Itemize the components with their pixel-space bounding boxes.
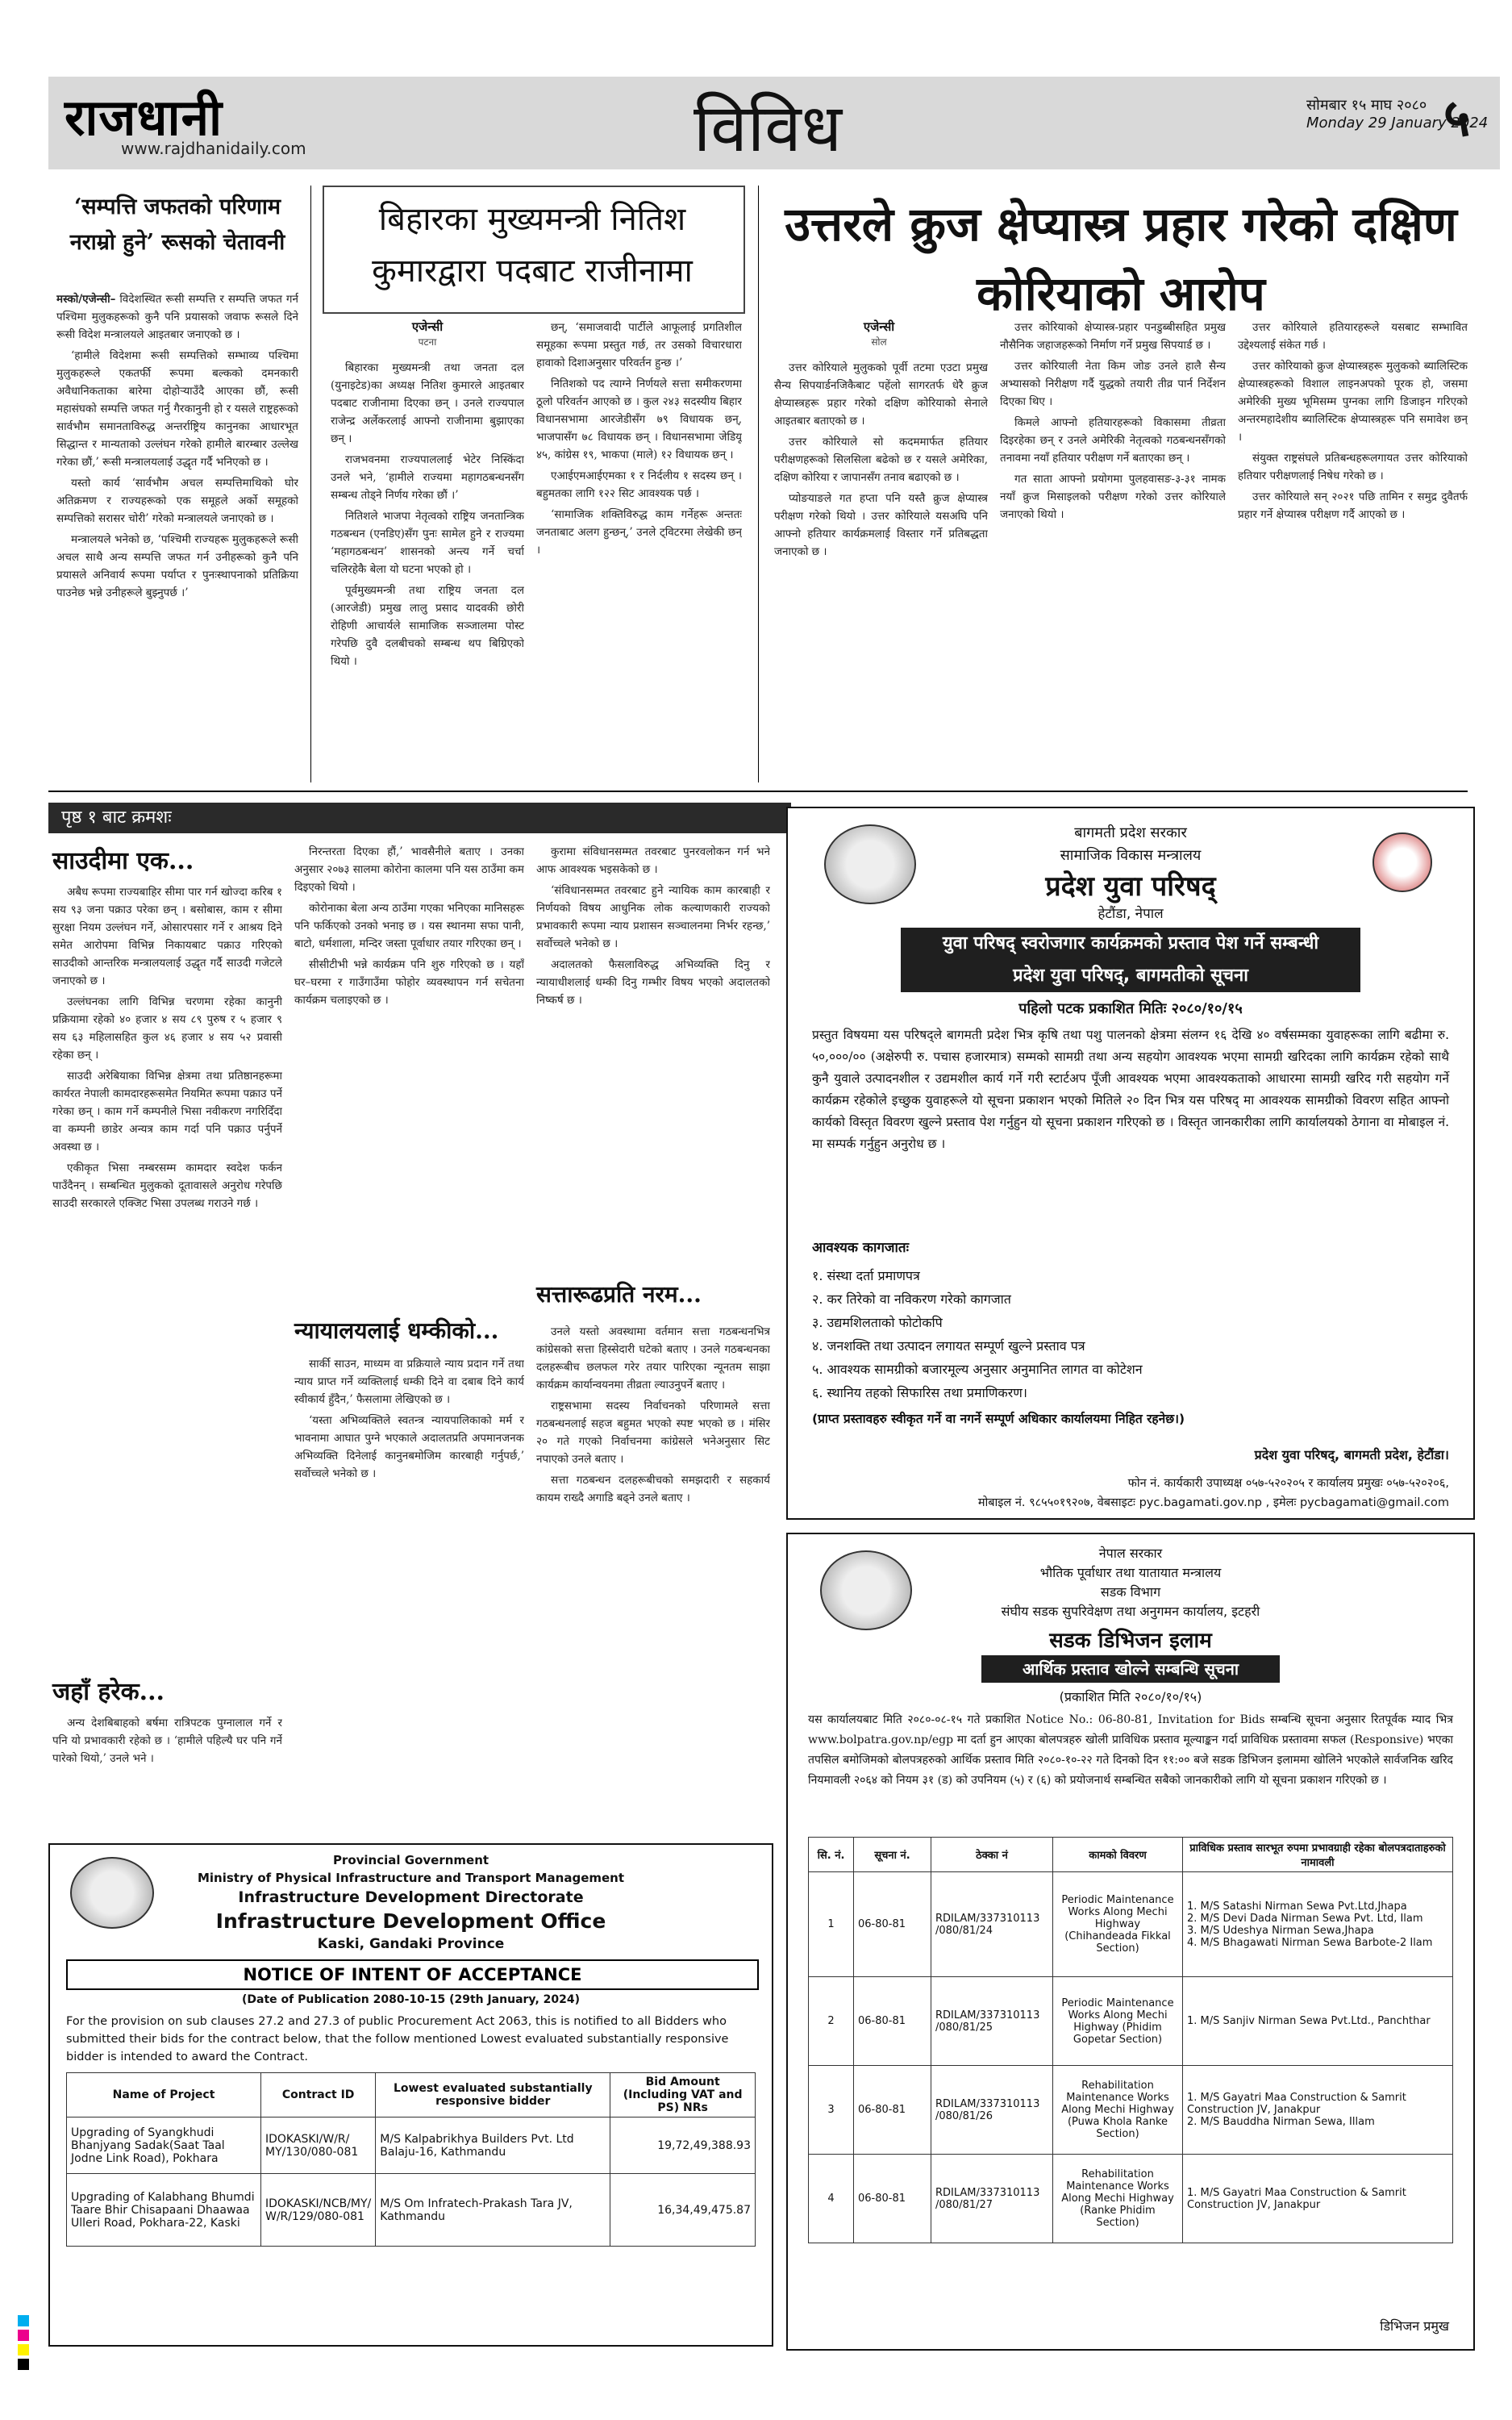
story2-byline: एजेन्सी xyxy=(411,319,444,334)
satta-body xyxy=(536,1323,770,1831)
nyaya-subhead[interactable]: न्यायालयलाई धम्कीको... xyxy=(294,1317,499,1344)
road-bidders-table xyxy=(808,1837,1453,2243)
youth-office-name: प्रदेश युवा परिषद् xyxy=(1045,870,1216,903)
story3-para: गत साता आफ्नो प्रयोगमा पुलहवासङ-३-३१ नामक नयाँ क्रुज मिसाइलको परीक्षण गरेको उत्तर कोरियाले जनाएको थियो । xyxy=(1000,473,1226,521)
cmyk-marks xyxy=(18,2315,29,2373)
desc-cell: Rehabilitation Maintenance Works Along Mechi Highway (Puwa Khola Ranke Section) xyxy=(1053,2066,1183,2155)
saudi-body xyxy=(52,883,282,1666)
bidder-cell: M/S Om Infratech-Prakash Tara JV, Kathmandu xyxy=(376,2174,610,2247)
youth-place: हेटौंडा, नेपाल xyxy=(1098,906,1164,922)
youth-title-line1: युवा परिषद् स्वरोजगार कार्यक्रमको प्रस्ताव पेश गर्ने सम्बन्धी xyxy=(942,933,1319,953)
road-department-line: सडक विभाग xyxy=(1100,1584,1161,1600)
mid-para: कोरोनाका बेला अन्य ठाउँमा गएका भनिएका मानिसहरू पनि फर्किएको उनको भनाइ छ । यस स्थानमा सफा पानी, बाटो, धर्मशाला, मन्दिर जस्ता पूर्वाधार तयार गरिएका छन् । xyxy=(294,902,524,950)
story2-para: नितिशले भाजपा नेतृत्वको राष्ट्रिय जनतान्त्रिक गठबन्धन (एनडिए)सँग पुनः सामेल हुने र राज्यमा ‘महागठबन्धन’ शासनको अन्त्य गर्ने चर्चा चलिरहेकै बेला यो घटना भएको हो । xyxy=(331,510,524,576)
road-body: यस कार्यालयबाट मिति २०८०-०८-१५ गते प्रकाशित Notice No.: 06-80-81, Invitation for Bids सम्बन्धि सूचना अनुसार रितपूर्वक म्याद भित्र www.bolpatra.gov.np/egp मा दर्ता हुन आएका बोलपत्रहरु खोली प्राविधिक प्रस्ताव मूल्याङ्कन गर्दा प्राविधिक प्रस्तावमा सफल (Responsive) भएका तपसिल बमोजिमको बोलपत्रहरुको आर्थिक प्रस्ताव मिति २०८०-१०-२२ गते दिनको दिन ११:०० बजे सडक डिभिजन इलाममा खोलिने भएकोले सार्वजनिक खरिद नियमावली २०६४ को नियम ३१ (ड) को उपनियम (५) र (६) को प्रयोजनार्थ सम्बन्धित सबैको जानकारीको लागि यो सूचना प्रकाशन गरिएको छ । xyxy=(808,1713,1453,1787)
table-row xyxy=(809,1977,1453,2066)
road-supervision-line: संघीय सडक सुपरिवेक्षण तथा अनुगमन कार्यालय, इटहरी xyxy=(1001,1604,1260,1619)
youth-doc-item: ५. आवश्यक सामग्रीको बजारमूल्य अनुसार अनुमानित लागत वा कोटेशन xyxy=(812,1362,1143,1377)
story2-col2 xyxy=(536,319,742,782)
desc-cell: Periodic Maintenance Works Along Mechi Highway (Chihandeada Fikkal Section) xyxy=(1053,1872,1183,1977)
story3-para: उत्तर कोरियाले हतियारहरूले यसबाट सम्भावित उद्देश्यलाई संकेत गर्छ । xyxy=(1238,321,1468,352)
youth-doc-item: ३. उद्यमशिलताको फोटोकपि xyxy=(812,1315,943,1330)
story3-byline-block xyxy=(774,319,984,348)
nyaya-para: ‘यस्ता अभिव्यक्तिले स्वतन्त्र न्यायपालिकाको मर्म र भावनामा आघात पुग्ने भएकाले अदालतप्रति अपमानजनक अभिव्यक्ति दिनेलाई कानुनबमोजिम कारबाही गर्नुपर्छ,’ सर्वोच्चले भनेको छ । xyxy=(294,1414,524,1480)
amount-cell: 16,34,49,475.87 xyxy=(610,2174,756,2247)
youth-gov-line: बागमती प्रदेश सरकार xyxy=(1074,824,1187,841)
table-header: प्राविधिक प्रस्ताव सारभूत रुपमा प्रभावग्राही रहेका बोलपत्रदाताहरुको नामावली xyxy=(1183,1838,1453,1872)
notice-cell: 06-80-81 xyxy=(854,2155,931,2243)
story1-para: ‘हामीले विदेशमा रूसी सम्पत्तिको सम्भाव्य पश्चिमा मुलुकहरूले एकतर्फी रूपमा बल्कको दमनकारी अवैधानिकताका बारेमा दोहोर्‍याउँदै आएका छौं, रूसी महासंघको सम्पत्ति जफत गर्नु गैरकानुनी हो र यसले राष्ट्रहरूको सार्वभौम समानताविरुद्ध अन्तर्राष्ट्रिय कानुनका आधारभूत सिद्धान्त र मान्यताको उल्लंघन गरेको हामीले बारम्बार उल्लेख गरेका छौं,’ रूसी मन्त्रालयलाई उद्धृत गर्दै भनिएको छ । xyxy=(56,349,298,469)
story2-para: नितिशको पद त्याग्ने निर्णयले सत्ता समीकरणमा ठूलो परिवर्तन आएको छ । कुल २४३ सदस्यीय बिहार विधानसभामा आरजेडीसँग ७९ विधायक छन्, भाजपासँग ७८ विधायक छन् । विधानसभामा जेडियू ४५, कांग्रेस १९, भाकपा (माले) १२ विधायक छन् । xyxy=(536,378,742,461)
contract-cell: RDILAM/337310113 /080/81/26 xyxy=(931,2066,1053,2155)
story3-para: प्योङयाङले गत हप्ता पनि यस्तै क्रुज क्षेप्यास्त्र परीक्षण गरेको थियो । उत्तर कोरियाले यसअघि पनि आफ्नो हतियार कार्यक्रमलाई विस्तार गर्ने प्रतिबद्धता जनाएको छ । xyxy=(774,492,988,558)
sn-cell: 2 xyxy=(809,1977,854,2066)
road-signature: डिभिजन प्रमुख xyxy=(1380,2318,1449,2334)
story2-place: पटना xyxy=(418,336,437,348)
project-cell: Upgrading of Kalabhang Bhumdi Taare Bhir Chisapaani Dhaawaa Ulleri Road, Pokhara-22, Kaski xyxy=(67,2174,261,2247)
sn-cell: 3 xyxy=(809,2066,854,2155)
bidder-name: 1. M/S Gayatri Maa Construction & Samrit Construction JV, Janakpur xyxy=(1187,2092,1406,2116)
saudi-para: अबैध रूपमा राज्यबाहिर सीमा पार गर्न खोज्दा करिब १ सय ९३ जना पक्राउ परेका छन् । बसोबास, काम र सीमा सुरक्षा नियम उल्लंघन गर्ने, ओसारपसार गर्ने र आश्रय दिने समेत आरोपमा विभिन्न निकायबाट पक्राउ गरिएको साउदीको आन्तरिक मन्त्रालयलाई उद्धृत गर्दै साउदी गजेटले जनाएको छ । xyxy=(52,886,282,987)
table-row xyxy=(809,1872,1453,1977)
youth-doc-item: ४. जनशक्ति तथा उत्पादन लगायत सम्पूर्ण खुल्ने प्रस्ताव पत्र xyxy=(812,1338,1085,1354)
table-header: सि. नं. xyxy=(809,1838,854,1872)
story1-body xyxy=(56,290,298,782)
harek-para: अन्य देशबिबाहको बर्षमा रात्रिपटक पुग्नालाल गर्ने र पनि यो प्रभावकारी रहेको छ । ‘हामीले पहिल्यै घर पनि गर्ने पारेको थियो,’ उनले भने । xyxy=(52,1717,282,1765)
sn-cell: 1 xyxy=(809,1872,854,1977)
road-title-bar: आर्थिक प्रस्ताव खोल्ने सम्बन्धि सूचना xyxy=(981,1655,1280,1683)
table-header: Bid Amount (Including VAT and PS) NRs xyxy=(610,2073,756,2118)
story1-headline[interactable]: ‘सम्पत्ति जफतको परिणाम नराम्रो हुने’ रूसको चेतावनी xyxy=(69,194,285,255)
harek-body xyxy=(52,1714,282,1831)
desc-cell: Periodic Maintenance Works Along Mechi Highway (Phidim Gopetar Section) xyxy=(1053,1977,1183,2066)
satta-subhead[interactable]: सत्तारूढप्रति नरम... xyxy=(536,1281,702,1308)
bidder-name: 2. M/S Devi Dada Nirman Sewa Pvt. Ltd, Ilam xyxy=(1187,1912,1423,1925)
youth-body: प्रस्तुत विषयमा यस परिषद्ले बागमती प्रदेश भित्र कृषि तथा पशु पालनको क्षेत्रमा संलग्न १६ देखि ४० वर्षसम्मका युवाहरूका लागि बढीमा रु. ५०,०००/०० (अक्षेरुपी रु. पचास हजारमात्र) सम्मको सामग्री तथा अन्य सहयोग आवश्यक भएमा सामग्री खरिदका लागि कार्यक्रम रहेको साथै कुनै युवाले उत्पादनशील र उद्यमशील कार्य गर्ने गरी स्टार्टअप पूँजी आवश्यक भएमा आवश्यकताको आधारमा सामग्री खरिद गरी सहयोग गर्ने कार्यक्रम रहेकोले इच्छुक युवाहरूले यो सूचना प्रकाशन भएको मितिले २० दिन भित्र यस परिषद् मा आवश्यक सामग्रीको विवरण सहित आफ्नो कार्यको विस्तृत विवरण खुल्ने प्रस्ताव पेश गर्नुहुन यो सूचना प्रकाशन गरिएको छ । विस्तृत जानकारीका लागि कार्यालयको ठेगाना वा मोबाइल नं. मा सम्पर्क गर्नुहुन अनुरोध छ । xyxy=(812,1028,1449,1151)
infra-award-table xyxy=(66,2072,756,2247)
story3-para: उत्तर कोरियाले मुलुकको पूर्वी तटमा एउटा प्रमुख सैन्य सिपयार्डनजिकैबाट पहेंलो सागरतर्फ धेरै क्रुज क्षेप्यास्त्रहरू प्रहार गरेको दक्षिण कोरियाको सेनाले आइतबार बताएको छ । xyxy=(774,361,988,428)
amount-cell: 19,72,49,388.93 xyxy=(610,2118,756,2174)
story2-para: पूर्वमुख्यमन्त्री तथा राष्ट्रिय जनता दल (आरजेडी) प्रमुख लालु प्रसाद यादवकी छोरी रोहिणी आचार्यले सामाजिक सञ्जालमा पोस्ट गरेपछि दुवै दलबीचको सम्बन्ध थप बिग्रिएको थियो । xyxy=(331,584,524,668)
story3-headline[interactable]: उत्तरले क्रुज क्षेप्यास्त्र प्रहार गरेको दक्षिण कोरियाको आरोप xyxy=(785,197,1457,321)
story2-para: छन्, ‘समाजवादी पार्टीले आफूलाई प्रगतिशील समूहका रूपमा प्रस्तुत गर्छ, तर उसको विचारधारा हावाको दिशाअनुसार परिवर्तन हुन्छ ।’ xyxy=(536,321,742,369)
continued-banner: पृष्ठ १ बाट क्रमशः xyxy=(48,803,791,833)
magenta-swatch-icon xyxy=(18,2330,29,2341)
story3-col3 xyxy=(1238,319,1468,782)
table-row xyxy=(809,2155,1453,2243)
youth-contact-web[interactable]: मोबाइल नं. ९८५५०१९२०७, वेबसाइटः pyc.bagamati.gov.np , इमेलः pycbagamati@gmail.com xyxy=(977,1496,1449,1509)
infra-gov-line: Provincial Government xyxy=(332,1853,489,1867)
story3-col1 xyxy=(774,359,988,782)
table-header: Contract ID xyxy=(261,2073,376,2118)
satta-para: उनले यस्तो अवस्थामा वर्तमान सत्ता गठबन्धनभित्र कांग्रेसको सत्ता हिस्सेदारी घटेको बताए । उनले गठबन्धनका दलहरूबीच छलफल गरेर तयार पारिएका न्यूनतम साझा कार्यक्रम कार्यान्वयनमा तीव्रता ल्याउनुपर्ने बताए । xyxy=(536,1325,770,1392)
youth-title-line2: प्रदेश युवा परिषद्, बागमतीको सूचना xyxy=(1013,966,1248,986)
bidder-name: 2. M/S Bauddha Nirman Sewa, Illam xyxy=(1187,2116,1375,2128)
right-para: कुरामा संविधानसम्मत तवरबाट पुनरवलोकन गर्न भने आफ आवश्यक भइसकेको छ । xyxy=(536,845,770,876)
story3-para: उत्तर कोरियाली नेता किम जोङ उनले हालै सैन्य अभ्यासको निरीक्षण गर्दै युद्धको तयारी तीव्र पार्न निर्देशन दिएका थिए । xyxy=(1000,360,1226,408)
bidder-name: 1. M/S Sanjiv Nirman Sewa Pvt.Ltd., Panchthar xyxy=(1187,2015,1431,2027)
story1-para: विदेशस्थित रूसी सम्पत्ति र सम्पत्ति जफत गर्न पश्चिमा मुलुकहरूको कुनै पनि प्रयासको जवाफ रूसले दिने रूसी विदेश मन्त्रालयले आइतबार जनाएको छ । xyxy=(56,293,298,341)
saudi-para: उल्लंघनका लागि विभिन्न चरणमा रहेका कानुनी प्रक्रियामा रहेको ४० हजार ४ सय ८९ पुरुष र ५ हजार ९ सय ६३ महिलासहित कुल ४६ हजार ४ सय ५२ प्रवासी रहेका छन् । xyxy=(52,995,282,1062)
story2-para: राजभवनमा राज्यपाललाई भेटेर निस्किंदा उनले भने, ‘हामीले राज्यमा महागठबन्धनसँग सम्बन्ध तोड्ने निर्णय गरेका छौं ।’ xyxy=(331,453,524,502)
youth-note: (प्राप्त प्रस्तावहरु स्वीकृत गर्ने वा नगर्ने सम्पूर्ण अधिकार कार्यालयमा निहित रहनेछ।) xyxy=(812,1412,1185,1426)
infra-office-name: Infrastructure Development Office xyxy=(215,1909,606,1933)
website-url[interactable]: www.rajdhanidaily.com xyxy=(121,139,306,158)
project-cell: Upgrading of Syangkhudi Bhanjyang Sadak(Saat Taal Jodne Link Road), Pokhara xyxy=(67,2118,261,2174)
story3-col2 xyxy=(1000,319,1226,782)
nyaya-para: सार्की साउन, माध्यम वा प्रक्रियाले न्याय प्रदान गर्ने तथा न्याय प्राप्त गर्ने व्यक्तिलाई धम्की दिने वा दबाब दिने कार्य स्वीकार्य हुँदैन,’ फैसलामा लेखिएको छ । xyxy=(294,1358,524,1406)
satta-para: राष्ट्रसभामा सदस्य निर्वाचनको परिणामले सत्ता गठबन्धनलाई सहज बहुमत भएको स्पष्ट भएको छ । मंसिर २० गते गएको निर्वाचनमा कांग्रेसले भनेअनुसार सिट नपाएको उनले बताए । xyxy=(536,1400,770,1466)
sn-cell: 4 xyxy=(809,2155,854,2243)
story1-para: मन्त्रालयले भनेको छ, ‘पश्चिमी राज्यहरू मुलुकहरूले रूसी अचल साथै अन्य सम्पत्ति जफत गर्न उनीहरूको कुनै पनि प्रयासले अनिवार्य रूपमा पर्याप्त र पुनःस्थापनाको प्रतिक्रिया पाउनेछ भन्ने उनीहरूले बुझ्नुपर्छ ।’ xyxy=(56,533,298,599)
story2-headline[interactable]: बिहारका मुख्यमन्त्री नितिश कुमारद्वारा पदबाट राजीनामा xyxy=(372,201,693,290)
infra-place: Kaski, Gandaki Province xyxy=(317,1936,505,1952)
road-pubdate: (प्रकाशित मिति २०८०/१०/१५) xyxy=(1059,1689,1202,1704)
story3-para: उत्तर कोरियाको क्रुज क्षेप्यास्त्रहरू मुलुकको ब्यालिस्टिक क्षेप्यास्त्रहरूको विशाल लाइनअपको पूरक हो, जसमा अमेरिकी मुख्य भूमिसम्म पुग्नका लागि डिजाइन गरिएको अन्तरमहादेशीय ब्यालिस्टिक क्षेप्यास्त्रहरू पनि समावेश छन् । xyxy=(1238,360,1468,444)
story1-para: यस्तो कार्य ‘सार्वभौम अचल सम्पत्तिमाथिको घोर अतिक्रमण र राज्यहरूको एक समूहले अर्को समूहको सम्पत्तिको सरासर चोरी’ गरेको मन्त्रालयले जनाएको छ । xyxy=(56,477,298,525)
saudi-para: एकीकृत भिसा नम्बरसम्म कामदार स्वदेश फर्कन पाउँदैनन् । सम्बन्धित मुलुकको दूतावासले अनुरोध गरेपछि साउदी सरकारले एक्जिट भिसा उपलब्ध गराउने गर्छ । xyxy=(52,1162,282,1210)
contract-cell: RDILAM/337310113 /080/81/25 xyxy=(931,1977,1053,2066)
mid-para: निरन्तरता दिएका हौं,’ भावसैनीले बताए । उनका अनुसार २०७३ सालमा कोरोना कालमा पनि यस ठाउँमा कम दिइएको थियो । xyxy=(294,845,524,894)
youth-doc-item: ६. स्थानिय तहको सिफारिस तथा प्रमाणिकरण। xyxy=(812,1385,1027,1400)
story3-para: किमले आफ्नो हतियारहरूको विकासमा तीव्रता दिइरहेका छन् र उनले अमेरिकी नेतृत्वको गठबन्धनसँगको तनावमा नयाँ हतियार परीक्षण गर्ने बताएका छन् । xyxy=(1000,416,1226,465)
satta-para: सत्ता गठबन्धन दलहरूबीचको समझदारी र सहकार्य कायम राख्दै अगाडि बढ्ने उनले बताए । xyxy=(536,1474,770,1504)
notice-cell: 06-80-81 xyxy=(854,2066,931,2155)
yellow-swatch-icon xyxy=(18,2344,29,2355)
youth-title-bar xyxy=(901,928,1360,992)
page-number: ५ xyxy=(1443,89,1471,148)
contract-id-cell: IDOKASKI/W/R/ MY/130/080-081 xyxy=(261,2118,376,2174)
infra-title-bar: NOTICE OF INTENT OF ACCEPTANCE xyxy=(66,1959,759,1990)
table-header: Name of Project xyxy=(67,2073,261,2118)
infra-directorate-line: Infrastructure Development Directorate xyxy=(238,1888,584,1906)
bidders-cell xyxy=(1183,2155,1453,2243)
table-header: ठेक्का नं xyxy=(931,1838,1053,1872)
story2-para: एआईएमआईएमका १ र निर्दलीय १ सदस्य छन् । बहुमतका लागि १२२ सिट आवश्यक पर्छ । xyxy=(536,469,742,500)
story3-para: उत्तर कोरियाले सन् २०२१ पछि तामिन र समुद्र दुवैतर्फ प्रहार गर्ने क्षेप्यास्त्र परीक्षण गर्दै आएको छ । xyxy=(1238,490,1468,521)
bidder-cell: M/S Kalpabrikhya Builders Pvt. Ltd Balaju-16, Kathmandu xyxy=(376,2118,610,2174)
date-english: Monday 29 January 2024 xyxy=(1306,115,1489,131)
infra-pubdate: (Date of Publication 2080-10-15 (29th January, 2024) xyxy=(241,1993,581,2006)
table-row xyxy=(809,2066,1453,2155)
story3-byline: एजेन्सी xyxy=(863,319,895,334)
notice-cell: 06-80-81 xyxy=(854,1872,931,1977)
youth-council-notice xyxy=(786,807,1475,1520)
desc-cell: Rehabilitation Maintenance Works Along Mechi Highway (Ranke Phidim Section) xyxy=(1053,2155,1183,2243)
bidders-cell xyxy=(1183,2066,1453,2155)
road-division-notice xyxy=(786,1533,1475,2351)
column-rule xyxy=(758,186,759,782)
table-header: कामको विवरण xyxy=(1053,1838,1183,1872)
mid-para: सीसीटीभी भन्ने कार्यक्रम पनि शुरु गरिएको छ । यहाँ घर–घरमा र गाउँगाउँमा फोहोर व्यवस्थापन गर्न सचेतना कार्यक्रम चलाइएको छ । xyxy=(294,958,524,1007)
youth-contact-phone: फोन नं. कार्यकारी उपाध्यक्ष ०५७-५२०२०५ र कार्यालय प्रमुखः ०५७-५२०२०६, xyxy=(1127,1477,1449,1490)
bidder-name: 1. M/S Gayatri Maa Construction & Samrit Construction JV, Janakpur xyxy=(1187,2186,1406,2211)
table-row xyxy=(67,2118,756,2174)
table-header: Lowest evaluated substantially responsive bidder xyxy=(376,2073,610,2118)
right-para: ‘संविधानसम्मत तवरबाट हुने न्यायिक काम कारबाही र निर्णयको विषय आधुनिक लोक कल्याणकारी राज्यको प्रभावकारी रूपमा न्याय प्रशासन सञ्चालनमा निर्भर रहन्छ,’ सर्वोच्चले भनेको छ । xyxy=(536,884,770,950)
story3-para: संयुक्त राष्ट्रसंघले प्रतिबन्धहरूलगायत उत्तर कोरियाको हतियार परीक्षणलाई निषेध गरेको छ । xyxy=(1238,452,1468,482)
newspaper-logo[interactable]: राजधानी xyxy=(65,88,223,147)
right-body xyxy=(536,843,770,1270)
bidders-cell xyxy=(1183,1977,1453,2066)
mid-body xyxy=(294,843,524,1307)
contract-id-cell: IDOKASKI/NCB/MY/ W/R/129/080-081 xyxy=(261,2174,376,2247)
road-gov-line: नेपाल सरकार xyxy=(1098,1546,1163,1561)
black-swatch-icon xyxy=(18,2359,29,2370)
bidder-name: 4. M/S Bhagawati Nirman Sewa Barbote-2 Ilam xyxy=(1187,1936,1433,1949)
youth-pubdate: पहिलो पटक प्रकाशित मितिः २०८०/१०/१५ xyxy=(1018,1000,1243,1017)
horizontal-rule xyxy=(48,791,1468,792)
notice-cell: 06-80-81 xyxy=(854,1977,931,2066)
road-office-name: सडक डिभिजन इलाम xyxy=(1049,1629,1212,1653)
bidders-cell xyxy=(1183,1872,1453,1977)
infra-body: For the provision on sub clauses 27.2 and 27.3 of public Procurement Act 2063, this is notified to all Bidders who submitted their bids for the contract below, that the follow mentioned Lowest evaluated substantially responsive bidder is intended to award the Contract. xyxy=(66,2015,729,2063)
story3-para: उत्तर कोरियाको क्षेप्यास्त्र-प्रहार पनडुब्बीसहित प्रमुख नौसैनिक जहाजहरूको निर्माण गर्ने प्रमुख सिपयार्ड छ । xyxy=(1000,321,1226,352)
story2-para: बिहारका मुख्यमन्त्री तथा जनता दल (युनाइटेड)का अध्यक्ष नितिश कुमारले आइतबार पदबाट राजीनामा दिएका छन् । उनले राज्यपाल राजेन्द्र अर्लेकरलाई आफ्नो राजीनामा बुझाएका छन् । xyxy=(331,361,524,445)
infrastructure-notice xyxy=(48,1843,773,2347)
youth-docs-list xyxy=(812,1264,1449,1404)
contract-cell: RDILAM/337310113 /080/81/24 xyxy=(931,1872,1053,1977)
contract-cell: RDILAM/337310113 /080/81/27 xyxy=(931,2155,1053,2243)
column-rule xyxy=(310,186,311,782)
youth-doc-item: २. कर तिरेको वा नविकरण गरेको कागजात xyxy=(812,1291,1011,1307)
right-para: अदालतको फैसलाविरुद्ध अभिव्यक्ति दिनु र न्यायाधीशलाई धम्की दिनु गम्भीर विषय भएको अदालतको निष्कर्ष छ । xyxy=(536,958,770,1007)
date-nepali: सोमबार १५ माघ २०८० xyxy=(1306,97,1427,114)
bidder-name: 3. M/S Udeshya Nirman Sewa,Jhapa xyxy=(1187,1924,1374,1937)
youth-ministry-line: सामाजिक विकास मन्त्रालय xyxy=(1060,847,1202,864)
cyan-swatch-icon xyxy=(18,2315,29,2326)
nyaya-body xyxy=(294,1355,524,1831)
story2-col1 xyxy=(331,359,524,782)
table-row xyxy=(67,2174,756,2247)
harek-subhead[interactable]: जहाँ हरेक... xyxy=(52,1678,165,1706)
story2-para: ‘सामाजिक शक्तिविरुद्ध काम गर्नेहरू अन्ततः जनताबाट अलग हुन्छन्,’ उनले ट्विटरमा लेखेकी छन् । xyxy=(536,508,742,557)
table-header: सूचना नं. xyxy=(854,1838,931,1872)
saudi-para: साउदी अरेबियाका विभिन्न क्षेत्रमा तथा प्रतिष्ठानहरूमा कार्यरत नेपाली कामदारहरूसमेत नियमित रूपमा पक्राउ पर्ने गरेका छन् । काम गर्ने कम्पनीले भिसा नवीकरण नगरिदिँदा वा कम्पनी छाडेर अन्यत्र काम गर्दा पनि पक्राउ पर्नुपर्ने अवस्था छ । xyxy=(52,1070,282,1154)
story1-dateline: मस्को/एजेन्सी– xyxy=(56,293,116,306)
section-title: विविध xyxy=(694,90,843,167)
road-ministry-line: भौतिक पूर्वाधार तथा यातायात मन्त्रालय xyxy=(1039,1565,1222,1580)
bidder-name: 1. M/S Satashi Nirman Sewa Pvt.Ltd,Jhapa xyxy=(1187,1900,1407,1913)
youth-signature: प्रदेश युवा परिषद्, बागमती प्रदेश, हेटौंडा। xyxy=(1254,1447,1449,1462)
story3-place: सोल xyxy=(871,336,887,348)
story3-para: उत्तर कोरियाले सो कदममार्फत हतियार परीक्षणहरूको सिलसिला बढेको छ र यसले अमेरिका, दक्षिण कोरिया र जापानसँग तनाव बढाएको छ । xyxy=(774,436,988,484)
saudi-subhead[interactable]: साउदीमा एक... xyxy=(52,847,194,875)
youth-doc-item: १. संस्था दर्ता प्रमाणपत्र xyxy=(812,1268,920,1283)
story2-byline-block xyxy=(331,319,524,348)
infra-ministry-line: Ministry of Physical Infrastructure and Transport Management xyxy=(197,1871,625,1885)
youth-docs-title: आवश्यक कागजातः xyxy=(812,1240,910,1256)
